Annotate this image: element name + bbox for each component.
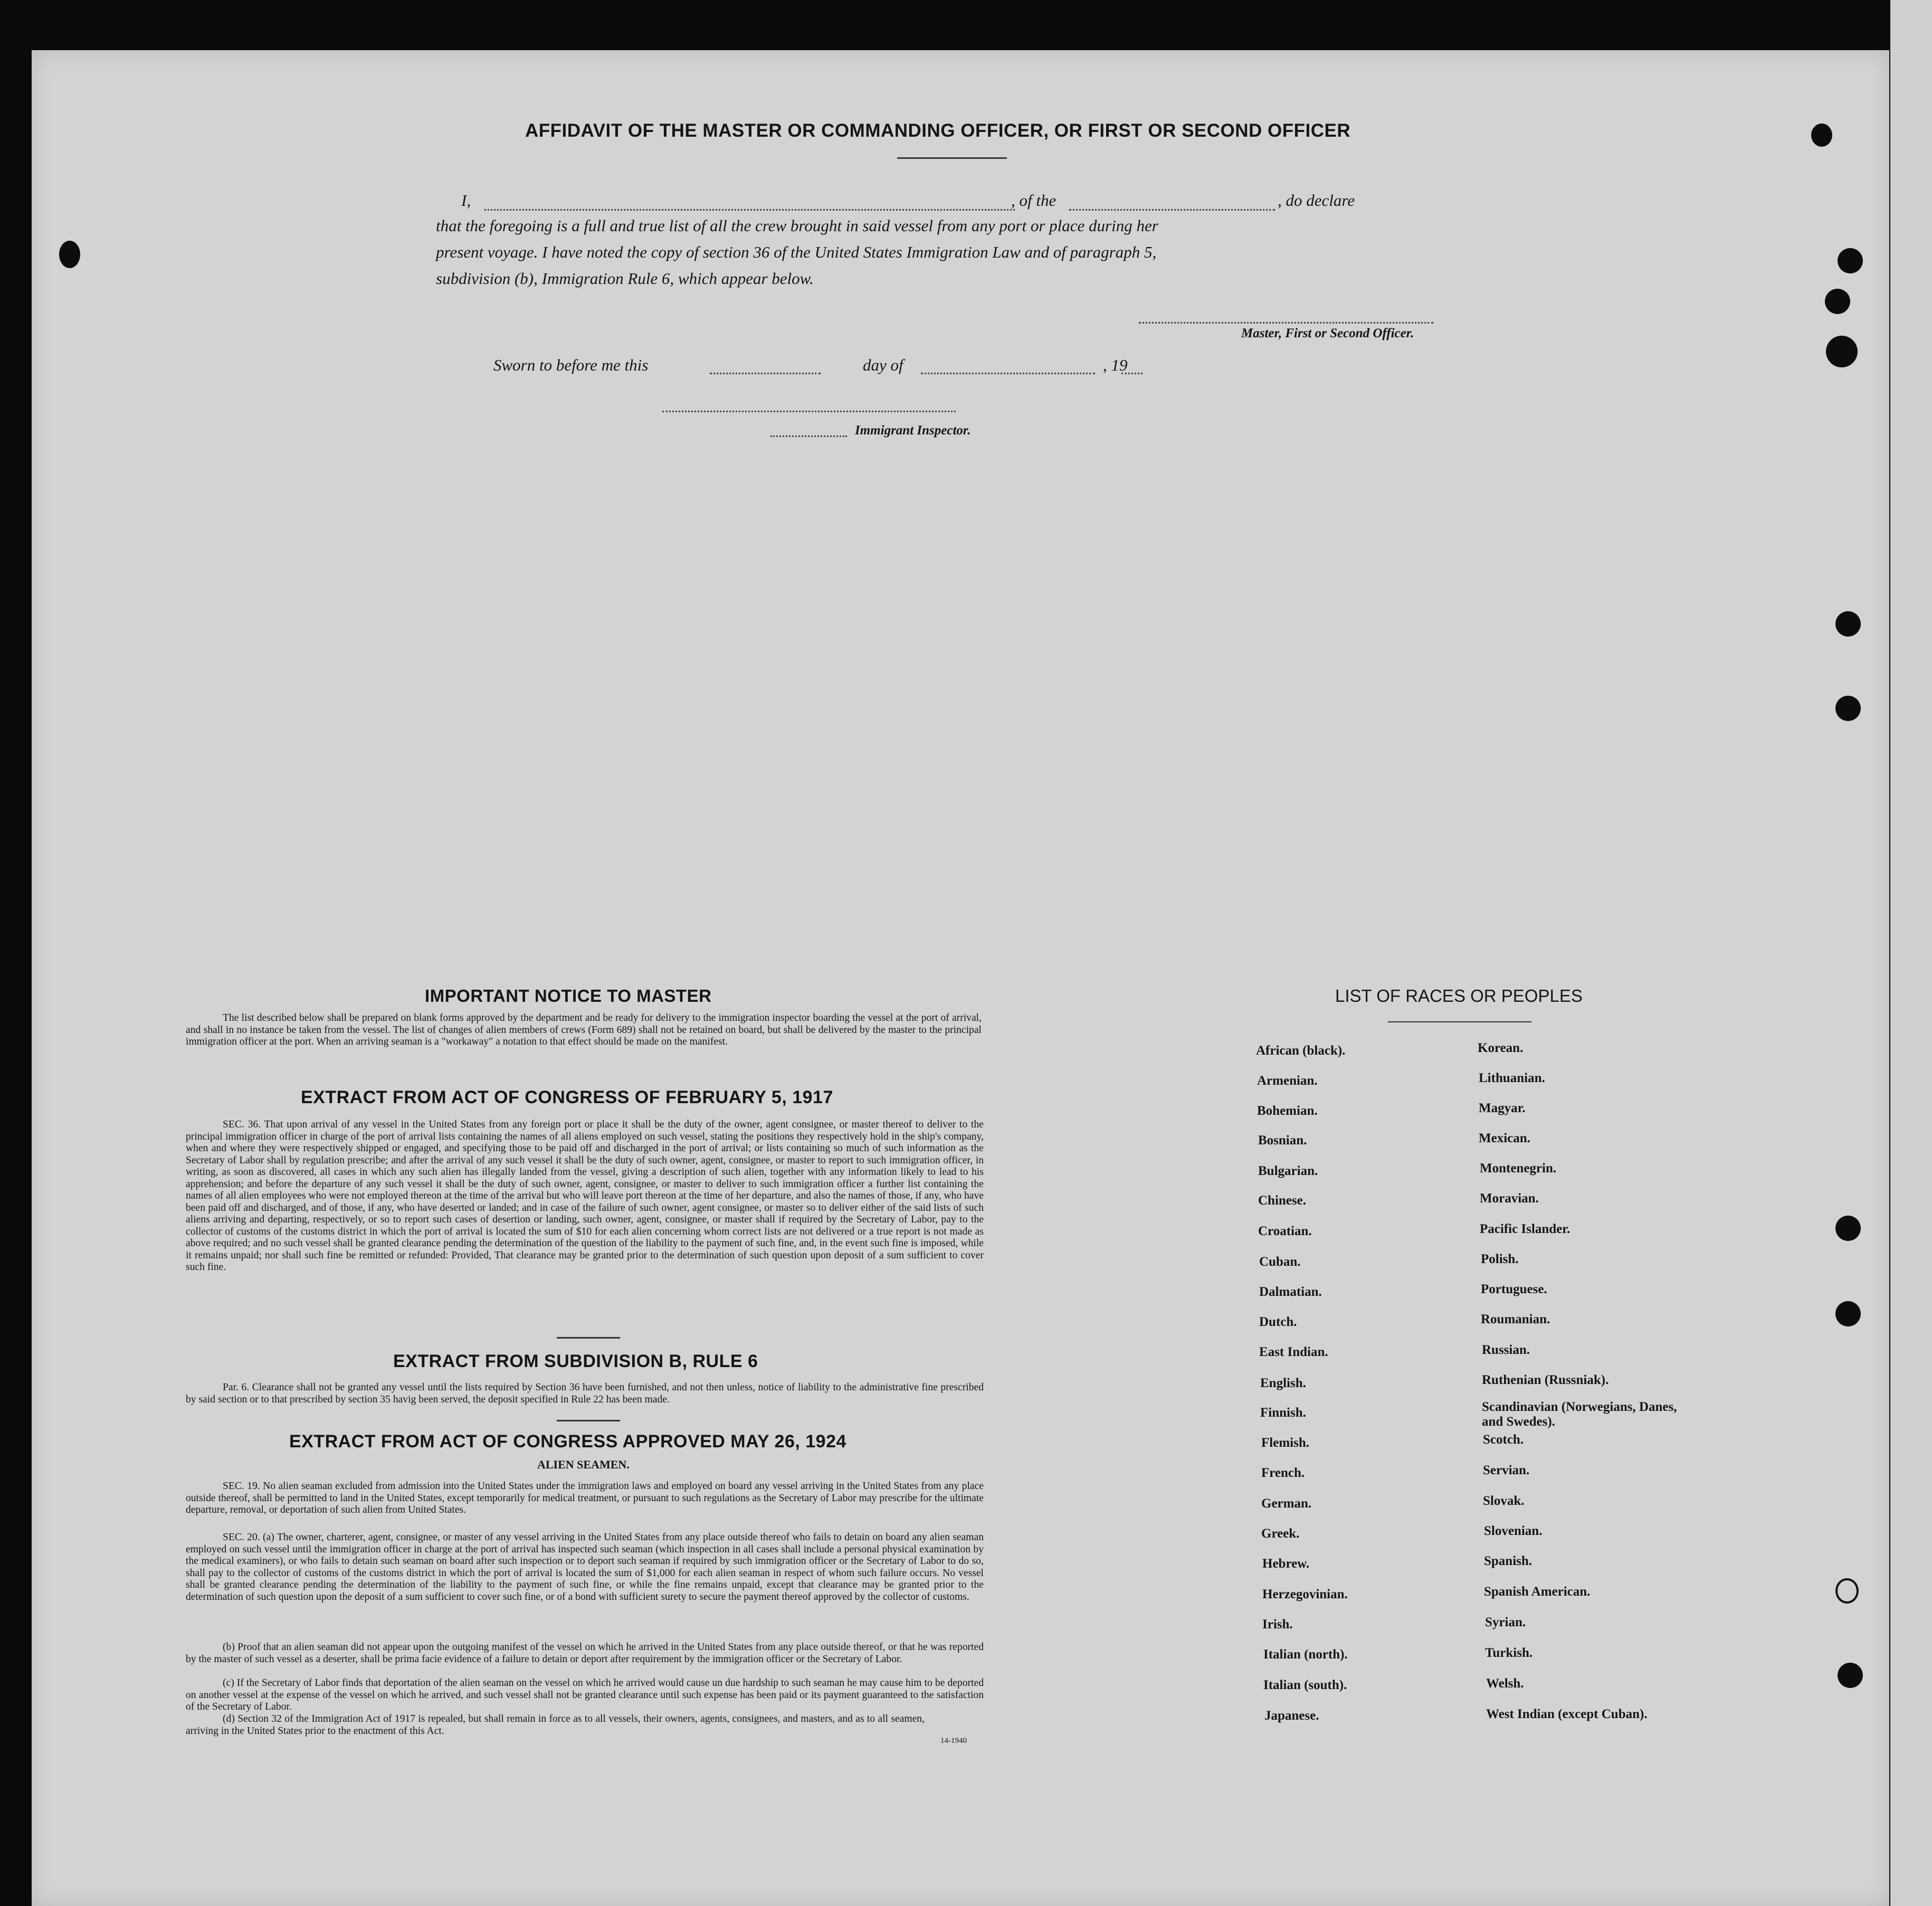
race-item: Slovenian. xyxy=(1484,1524,1543,1538)
race-item: Moravian. xyxy=(1480,1191,1539,1206)
race-item: Croatian. xyxy=(1258,1224,1312,1238)
punch-hole xyxy=(1811,124,1832,147)
punch-hole xyxy=(1825,289,1850,314)
inspector-field[interactable] xyxy=(662,411,956,412)
title-rule xyxy=(897,157,1007,159)
affidavit-title: AFFIDAVIT OF THE MASTER OR COMMANDING OFFICER, OR FIRST OR SECOND OFFICER xyxy=(525,120,1351,141)
race-item: Flemish. xyxy=(1261,1436,1309,1450)
race-item: Chinese. xyxy=(1258,1193,1306,1208)
race-item: Syrian. xyxy=(1485,1615,1526,1629)
race-item: West Indian (except Cuban). xyxy=(1486,1707,1648,1721)
day-of-text: day of xyxy=(863,356,903,374)
race-item: Pacific Islander. xyxy=(1480,1222,1571,1236)
race-item: Scotch. xyxy=(1483,1433,1524,1447)
race-item: Bulgarian. xyxy=(1258,1164,1318,1178)
punch-hole xyxy=(1838,1663,1863,1688)
race-item: Herzegovinian. xyxy=(1262,1587,1348,1601)
extract-1924-sec20a: SEC. 20. (a) The owner, charterer, agent, consignee, or master of any vessel arriving in the United States from any place outside thereof who fails to detain on board any alien seaman employed on such vessel until the immigration officer in charge at the port of arrival has inspected such seaman (which inspection in all cases shall include a personal physical examination by the medical examiners), or who fails to detain such seaman on board after such inspection or to deport such seaman if required by such immigration officer or the Secretary of Labor to do so, shall pay to the collector of customs of the customs district in which the port of arrival is located the sum of $1,000 for each alien seaman in respect of whom such failure occurs. No vessel shall be granted clearance pending the determination of the liability to the payment of such fine, or while the fine remains unpaid, except that clearance may be granted prior to the determination of such question upon the deposit of a sum sufficient to cover such fine, or of a bond with sufficient surety to secure the payment thereof approved by the collector of customs. xyxy=(186,1532,984,1602)
extract-1917-body xyxy=(186,1119,984,1274)
extract-rule6-text: Par. 6. Clearance shall not be granted any vessel until the lists required by Section 36 have been furnished, and not then unless, notice of liability to the administrative fine prescribed by said section or to that prescribed by section 35 havig been served, the deposit specified in Rule 22 has been made. xyxy=(186,1382,984,1405)
notice-text: The list described below shall be prepared on blank forms approved by the department and be ready for delivery to the immigration inspector boarding the vessel at the port of arrival, and shall in no instance be taken from the vessel. The list of changes of alien members of crews (Form 689) shall not be retained on board, but shall be delivered by the master to the principal immigration officer at the port. When an arriving seaman is a "workaway" a notation to that effect should be made on the manifest. xyxy=(186,1012,982,1047)
inspector-label: Immigrant Inspector. xyxy=(855,423,971,438)
document-page xyxy=(32,50,1889,1906)
race-item: Russian. xyxy=(1482,1343,1530,1357)
race-item: Spanish. xyxy=(1484,1554,1533,1568)
race-item: Roumanian. xyxy=(1481,1312,1550,1326)
extract-1924-sec19: SEC. 19. No alien seaman excluded from admission into the United States under the immigration laws and employed on board any vessel arriving in the United States from any place outside thereof, shall be permitted to land in the United States, except temporarily for medical treatment, or pursuant to such regulations as the Secretary of Labor may prescribe for the ultimate departure, removal, or deportation of such alien from United States. xyxy=(186,1481,984,1515)
extract-1917-sec: SEC. 36. xyxy=(223,1119,261,1130)
race-item: Hebrew. xyxy=(1262,1557,1310,1571)
race-item: Dutch. xyxy=(1259,1315,1297,1329)
form-number: 14-1940 xyxy=(940,1737,967,1745)
sworn-text: Sworn to before me this xyxy=(493,356,649,374)
affidavit-of-the: , of the xyxy=(1011,191,1057,210)
race-item: Bohemian. xyxy=(1257,1104,1318,1118)
signature-field[interactable] xyxy=(1139,322,1433,324)
extract-1924-sec20b: (b) Proof that an alien seaman did not appear upon the outgoing manifest of the vessel on which he arrived in the United States from any place outside thereof, or that he was reported by the master of such vessel as a deserter, shall be prima facie evidence of a failure to detain or deport after requirement by the immigration officer or the Secretary of Labor. xyxy=(186,1642,984,1665)
race-item: Spanish American. xyxy=(1484,1585,1591,1599)
affidavit-line1 xyxy=(436,191,1470,212)
race-item: African (black). xyxy=(1256,1044,1346,1058)
race-item: Polish. xyxy=(1481,1252,1519,1266)
race-item: German. xyxy=(1261,1496,1312,1511)
race-item: Finnish. xyxy=(1260,1406,1306,1420)
extract-1917-title: EXTRACT FROM ACT OF CONGRESS OF FEBRUARY 5, 1917 xyxy=(301,1087,833,1107)
affidavit-line2: that the foregoing is a full and true list of all the crew brought in said vessel from any port or place during her xyxy=(436,216,1158,235)
race-item: Dalmatian. xyxy=(1259,1285,1322,1299)
extract-1924-subtitle: ALIEN SEAMEN. xyxy=(537,1458,630,1471)
race-item: Welsh. xyxy=(1486,1676,1524,1691)
race-item: Mexican. xyxy=(1479,1131,1530,1145)
sworn-day-field[interactable] xyxy=(710,373,821,374)
extract-1924-sec20c: (c) If the Secretary of Labor finds that deportation of the alien seaman on the vessel on which he arrived would cause un due hardship to such seaman he may cause him to be deported on another vessel at the expense of the vessel on which he arrived, and such vessel shall not be granted clearance until such expense has been paid or its payment guaranteed to the satisfaction of the Secretary of Labor. xyxy=(186,1677,984,1712)
punch-hole xyxy=(1835,1301,1861,1326)
affidavit-i: I, xyxy=(461,191,471,210)
extract-rule6-rule xyxy=(557,1420,620,1421)
race-item: Korean. xyxy=(1478,1041,1524,1055)
sworn-month-field[interactable] xyxy=(921,373,1095,374)
sworn-line xyxy=(493,356,1179,377)
extract-rule6-title: EXTRACT FROM SUBDIVISION B, RULE 6 xyxy=(393,1351,758,1371)
race-item: English. xyxy=(1260,1376,1306,1390)
race-item: Slovak. xyxy=(1483,1494,1525,1508)
extract-1917-rule xyxy=(557,1337,620,1339)
signature-label: Master, First or Second Officer. xyxy=(1241,326,1414,340)
inspector-field-short[interactable] xyxy=(770,435,847,437)
extract-1917-text: That upon arrival of any vessel in the United States from any foreign port or place it shall be the duty of the owner, agent consignee, or master thereof to deliver to the principal immigration officer in charge of the port of arrival lists containing the names of all aliens employed on such vessel, stating the positions they respectively hold in the ship's company, when and where they were respectively shipped or engaged, and specifying those to be paid off and discharged in the port of arrival; or lists containing so much of such information as the Secretary of Labor shall by regulation prescribe; and after the arrival of any such vessel it shall be the duty of such owner, agent, consignee, or master to report to such immigration officer, in writing, as soon as discovered, all cases in which any such alien has illegally landed from the vessel, giving a description of such alien, together with any information likely to lead to his apprehension; and before the departure of any such vessel it shall be the duty of such owner, agent, consignee, or master to deliver to such immigration officer a further list containing the names of all alien employees who were not employed thereon at the time of the arrival but who will leave port thereon at the time of her departure, and also the names of those, if any, who have been paid off and discharged, and of those, if any, who have deserted or landed; and in case of the failure of such owner, agent consignee, or master so to deliver either of the said lists of such aliens arriving and departing, respectively, or so to report such cases of desertion or landing, such owner, agent, consignee, or master shall if required by the Secretary of Labor, pay to the collector of customs of the customs district in which the port of arrival is located the sum of $10 for each alien concerning whom correct lists are not delivered or a true report is not made as above required; and no such vessel shall be granted clearance pending the determination of the question of the liability to the payment of such fine, and, in the event such fine is imposed, while it remains unpaid; nor shall such fine be remitted or refunded: Provided, That clearance may be granted prior to the determination of such question upon deposit of a sum sufficient to cover such fine. xyxy=(186,1119,984,1273)
punch-hole xyxy=(1835,1578,1859,1604)
page-edge xyxy=(1890,0,1932,1906)
affidavit-line3: present voyage. I have noted the copy of section 36 of the United States Immigration Law and of paragraph 5, xyxy=(436,243,1157,261)
race-item: Armenian. xyxy=(1257,1074,1318,1088)
race-item: Cuban. xyxy=(1259,1255,1301,1269)
race-item: Servian. xyxy=(1483,1463,1530,1477)
race-item: Japanese. xyxy=(1264,1709,1319,1723)
race-item: Bosnian. xyxy=(1258,1133,1307,1148)
race-item: Magyar. xyxy=(1479,1101,1526,1115)
punch-hole xyxy=(1835,611,1861,637)
extract-1924-sec20d: (d) Section 32 of the Immigration Act of 1917 is repealed, but shall remain in force as to all vessels, their owners, agents, consignees, and masters, and as to all seamen, arriving in the United States prior to the enactment of this Act. xyxy=(186,1713,925,1737)
race-item: Greek. xyxy=(1261,1526,1300,1541)
race-item: Irish. xyxy=(1262,1617,1293,1632)
year-prefix: , 19 xyxy=(1103,356,1128,374)
punch-hole xyxy=(1838,248,1863,273)
extract-1924-title: EXTRACT FROM ACT OF CONGRESS APPROVED MAY 26, 1924 xyxy=(289,1431,846,1452)
race-item: Portuguese. xyxy=(1481,1282,1547,1296)
punch-hole xyxy=(1835,1216,1861,1241)
race-item: Turkish. xyxy=(1485,1646,1533,1660)
punch-hole xyxy=(59,241,80,268)
race-item: French. xyxy=(1261,1466,1305,1480)
races-rule xyxy=(1388,1021,1531,1022)
vessel-field[interactable] xyxy=(1069,209,1275,211)
punch-hole xyxy=(1835,696,1861,721)
race-item: Italian (north). xyxy=(1263,1647,1348,1662)
race-item: Italian (south). xyxy=(1263,1678,1347,1692)
affidavit-declare: , do declare xyxy=(1278,191,1355,210)
race-item: Ruthenian (Russniak). xyxy=(1482,1373,1609,1387)
affidavit-line4: subdivision (b), Immigration Rule 6, which appear below. xyxy=(436,269,814,288)
race-item: Lithuanian. xyxy=(1479,1071,1545,1085)
name-field[interactable] xyxy=(484,209,1015,211)
sworn-year-field[interactable] xyxy=(1121,373,1143,374)
punch-hole xyxy=(1826,336,1858,367)
notice-title: IMPORTANT NOTICE TO MASTER xyxy=(425,986,712,1006)
race-item: Montenegrin. xyxy=(1480,1161,1557,1175)
race-item: Scandinavian (Norwegians, Danes, and Swedes). xyxy=(1482,1400,1677,1429)
races-title: LIST OF RACES OR PEOPLES xyxy=(1335,986,1583,1006)
race-item: East Indian. xyxy=(1259,1345,1328,1359)
